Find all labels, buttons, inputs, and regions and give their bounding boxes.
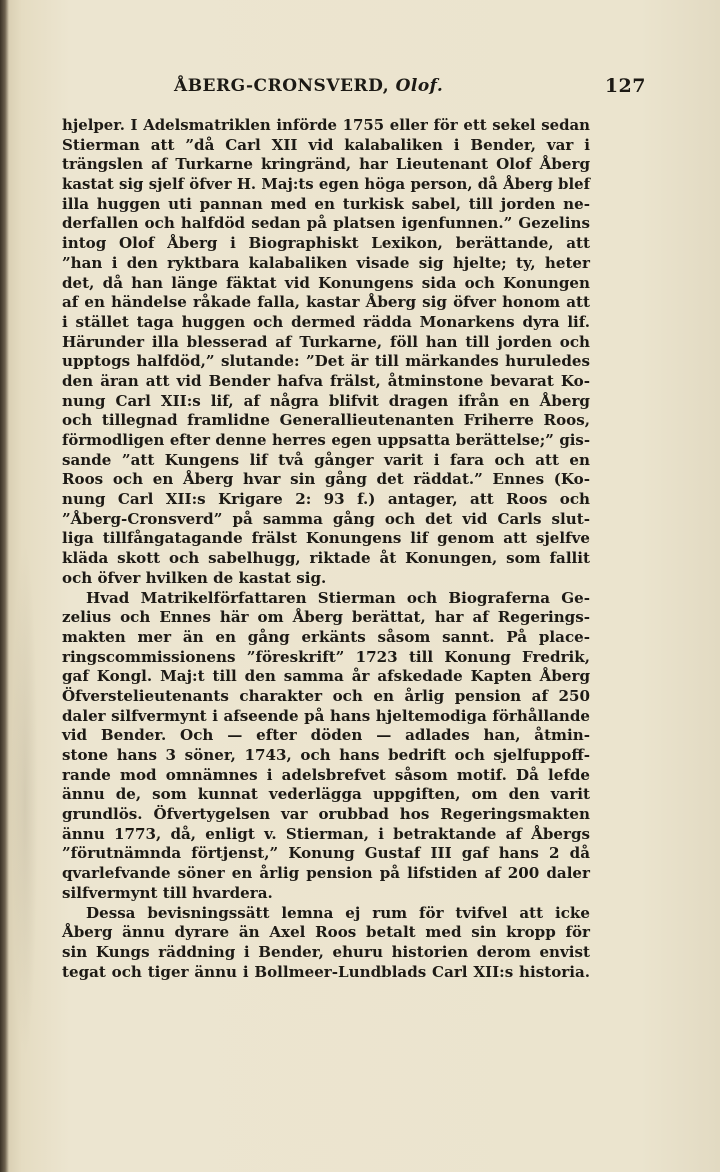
page-stain [12, 540, 38, 1060]
text-line: daler silfvermynt i afseende på hans hjeltemodiga förhållande [62, 706, 590, 725]
text-line: det, då han länge fäktat vid Konungens sida och Konungen [62, 273, 590, 292]
text-line: upptogs halfdöd,” slutande: ”Det är till märkandes huruledes [62, 352, 590, 371]
text-line: liga tillfångatagande frälst Konungens lif genom att sjelfve [62, 529, 590, 548]
text-line: hjelper. I Adelsmatriklen införde 1755 eller för ett sekel sedan [62, 116, 590, 134]
text-line: den äran att vid Bender hafva frälst, åtminstone bevarat Ko- [62, 371, 590, 390]
text-line: Stierman att ”då Carl XII vid kalabaliken i Bender, var i [62, 135, 590, 154]
text-line: kastat sig sjelf öfver H. Maj:ts egen höga person, då Åberg blef [62, 175, 590, 194]
text-line: trängslen af Turkarne kringränd, har Lieutenant Olof Åberg [62, 155, 590, 174]
text-line: och tillegnad framlidne Generallieutenanten Friherre Roos, [62, 411, 590, 430]
text-line: tegat och tiger ännu i Bollmeer-Lundblads Carl XII:s historia. [62, 962, 590, 981]
text-line: zelius och Ennes här om Åberg berättat, har af Regerings- [62, 608, 590, 627]
text-line: och öfver hvilken de kastat sig. [62, 568, 327, 587]
text-line: sin Kungs räddning i Bender, ehuru historien derom envist [62, 942, 590, 961]
text-line: silfvermynt till hvardera. [62, 883, 273, 902]
text-line: qvarlefvande söner en årlig pension på lifstiden af 200 daler [62, 864, 590, 883]
text-line: i stället taga huggen och dermed rädda Monarkens dyra lif. [62, 312, 590, 331]
text-line: gaf Kongl. Maj:t till den samma år afskedade Kapten Åberg [62, 667, 590, 686]
header-title [174, 76, 443, 96]
text-line: grundlös. Öfvertygelsen var orubbad hos Regeringsmakten [62, 805, 590, 824]
text-line: intog Olof Åberg i Biographiskt Lexikon, berättande, att [62, 234, 590, 253]
text-line: nung Carl XII:s lif, af några blifvit dragen ifrån en Åberg [62, 391, 590, 410]
text-line: derfallen och halfdöd sedan på platsen igenfunnen.” Gezelins [62, 214, 590, 233]
text-line: kläda skott och sabelhugg, riktade åt Konungen, som fallit [62, 549, 590, 568]
text-line: Roos och en Åberg hvar sin gång det räddat.” Ennes (Ko- [62, 470, 590, 489]
page-number: 127 [604, 75, 646, 97]
text-line: Hvad Matrikelförfattaren Stierman och Biograferna Ge- [86, 588, 590, 607]
text-line: ännu de, som kunnat vederlägga uppgiften, om den varit [62, 785, 590, 804]
text-line: af en händelse råkade falla, kastar Åberg sig öfver honom att [62, 293, 590, 312]
header-surname: ÅBERG-CRONSVERD, [174, 76, 390, 96]
page-gutter [0, 0, 9, 1172]
text-line: Åberg ännu dyrare än Axel Roos betalt med sin kropp för [62, 923, 590, 942]
running-header [150, 68, 646, 98]
header-given-name: Olof. [395, 76, 444, 96]
text-line: ännu 1773, då, enligt v. Stierman, i betraktande af Åbergs [62, 824, 590, 843]
text-line: Härunder illa blesserad af Turkarne, föll han till jorden och [62, 332, 590, 351]
text-line: Öfverstelieutenants charakter och en årlig pension af 250 [62, 686, 590, 705]
text-line: illa huggen uti pannan med en turkisk sabel, till jorden ne- [62, 194, 590, 213]
text-line: ”Åberg-Cronsverd” på samma gång och det vid Carls slut- [62, 509, 590, 528]
text-line: förmodligen efter denne herres egen uppsatta berättelse;” gis- [62, 431, 590, 449]
text-line: ”förutnämnda förtjenst,” Konung Gustaf III gaf hans 2 då [62, 844, 590, 863]
text-line: stone hans 3 söner, 1743, och hans bedrift och sjelfuppoff- [62, 746, 590, 764]
text-line: vid Bender. Och — efter döden — adlades han, åtmin- [62, 726, 590, 745]
text-line: ringscommissionens ”föreskrift” 1723 till Konung Fredrik, [62, 647, 590, 666]
text-line: makten mer än en gång erkänts såsom sannt. På place- [62, 627, 590, 646]
text-line: ”han i den ryktbara kalabaliken visade sig hjelte; ty, heter [62, 253, 590, 272]
text-line: sande ”att Kungens lif två gånger varit i fara och att en [62, 450, 590, 469]
body-text [62, 116, 590, 982]
text-line: Dessa bevisningssätt lemna ej rum för tvifvel att icke [86, 903, 590, 922]
text-line: rande mod omnämnes i adelsbrefvet såsom motif. Då lefde [62, 765, 590, 784]
text-line: nung Carl XII:s Krigare 2: 93 f.) antager, att Roos och [62, 490, 590, 509]
